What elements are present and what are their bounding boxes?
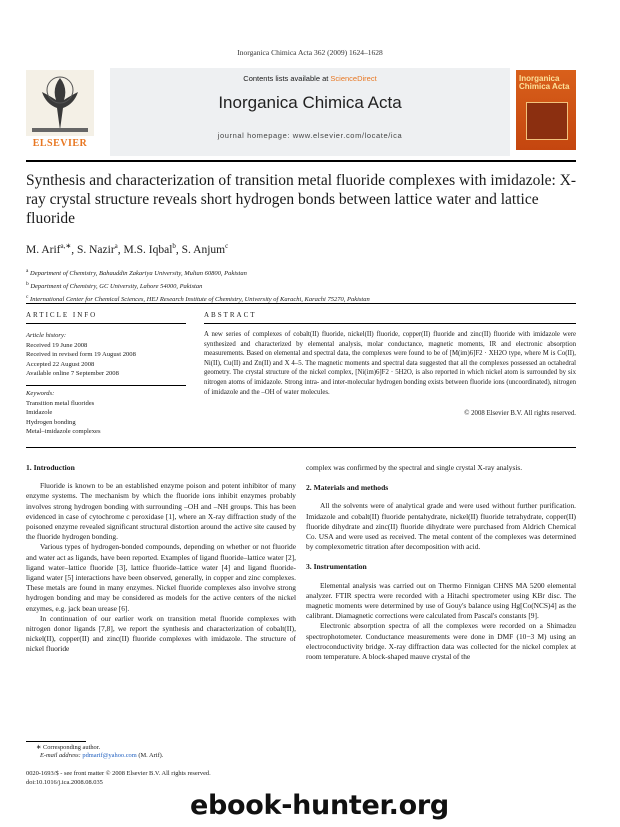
affiliation: $^b$ Department of Chemistry, GC University, Lahore 54000, Pakistan <box>26 281 203 291</box>
keyword: Hydrogen bonding <box>26 418 76 426</box>
history-item: Available online 7 September 2008 <box>26 370 119 377</box>
history-label: Article history: <box>26 332 67 339</box>
abstract-copyright: © 2008 Elsevier B.V. All rights reserved. <box>464 410 576 417</box>
affiliation: $^c$ International Center for Chemical Sciences, HEJ Research Institute of Chemistry, University of Karachi, Karachi 75270, Pakistan <box>26 294 370 304</box>
keyword: Transition metal fluorides <box>26 399 95 407</box>
intro-paragraph: Various types of hydrogen-bonded compounds, depending on whether or not fluoride and water act as ligands, have been reported. Examples of ligand fluoride–lattice water [2], ligand water–lattice fluoride [3], lattice fluoride–lattice water [4] and ligand fluoride-ligand water [5] interactions have been observed, generally, in copper and zinc complexes. These metals are found in many enzymes. Nickel fluoride complexes also involve strong hydrogen bonding and may be considered as models for the active centers of the nickel enzymes, e.g. jack bean urease [6]. <box>26 542 296 613</box>
author-list: M. Arif$^{a,∗}$, S. Nazir$^a$, M.S. Iqbal$^b$, S. Anjum$^c$ <box>26 242 229 256</box>
cover-image <box>526 102 568 140</box>
intro-paragraph: Fluoride is known to be an established enzyme poison and potent inhibitor of many enzyme systems. The mechanism by which the fluoride ions inhibit enzymes probably involves strong hydrogen bonding with surrounding –OH and –NH groups. This has been evidenced in case of cytochrome c peroxidase [1], where an X-ray diffraction study of the poisoned enzyme revealed significant structural distortion around the active site caused by the fluoride hydrogen bonding. <box>26 481 296 542</box>
info-rule <box>26 323 186 324</box>
intro-heading: 1. Introduction <box>26 463 75 472</box>
article-title: Synthesis and characterization of transition metal fluoride complexes with imidazole: X-ray crystal structure reveals short hydrogen bonds between lattice water and lattice fluoride <box>26 172 577 227</box>
author-sup: b <box>172 242 176 250</box>
affiliation: $^a$ Department of Chemistry, Bahauddin Zakariya University, Multan 60800, Pakistan <box>26 268 247 278</box>
journal-citation: Inorganica Chimica Acta 362 (2009) 1624–1628 <box>237 48 383 57</box>
instrumentation-paragraph: Electronic absorption spectra of all the complexes were recorded on a Shimadzu spectrophotometer. Conductance measurements were done in DMF (10−3 M) using an electroconductivity bridge. X-ray diffraction data was collected for the nickel complex at room temperature. A block-shaped mauve crystal of the <box>306 621 576 662</box>
history-item: Accepted 22 August 2008 <box>26 360 95 368</box>
author-name: M. Arif <box>26 243 61 256</box>
abstract-rule <box>204 323 576 324</box>
contents-line <box>110 74 510 83</box>
affiliations <box>26 266 370 305</box>
article-history <box>26 331 186 379</box>
elsevier-tree-logo <box>26 70 94 142</box>
article-info-heading: ARTICLE INFO <box>26 311 98 319</box>
abstract-bottom-rule <box>26 447 576 448</box>
instrumentation-paragraph: Elemental analysis was carried out on Thermo Finnigan CHNS MA 5200 elemental analyzer. FTIR spectra were recorded with a Hitachi spectrometer using KBr disc. The magnetic moments were determined by use of Gouy's balance using Hg[Co(NCS)4] as the calibrant. Diamagnetic corrections were calculated from Pascal's constants [9]. <box>306 580 576 621</box>
corresponding-note: ∗ Corresponding author. <box>36 744 101 751</box>
email-link[interactable]: pdmarif@yahoo.com <box>82 752 137 760</box>
journal-cover <box>516 70 576 150</box>
author-sup: a <box>114 242 118 250</box>
keywords <box>26 389 186 437</box>
header-rule <box>26 160 576 162</box>
journal-title: Inorganica Chimica Acta <box>218 93 402 112</box>
keyword: Metal–imidazole complexes <box>26 428 101 435</box>
methods-heading: 2. Materials and methods <box>306 483 389 493</box>
abstract-heading: ABSTRACT <box>204 311 257 319</box>
author-name: S. Anjum <box>181 243 226 256</box>
publisher-name: ELSEVIER <box>32 138 88 149</box>
sciencedirect-link[interactable]: ScienceDirect <box>330 74 377 83</box>
cover-title: Inorganica Chimica Acta <box>519 74 570 91</box>
body-paragraph: complex was confirmed by the spectral and single crystal X-ray analysis. <box>306 463 523 472</box>
right-column <box>306 463 576 662</box>
history-item: Received 19 June 2008 <box>26 341 88 349</box>
methods-paragraph: All the solvents were of analytical grade and were used without further purification. Imidazole and cobalt(II) fluoride pentahydrate, nickel(II) fluoride tetrahydrate, copper(II) fluoride dihydrate and zinc(II) fluoride dihydrate were purchased from Aldrich Chemical Co. USA and were used as received. The metal content of the complexes was determined by complexometric titration after decomposition with acid. <box>306 501 576 552</box>
issn-line: 0020-1693/$ - see front matter © 2008 Elsevier B.V. All rights reserved. <box>26 770 211 777</box>
left-column <box>26 463 296 655</box>
author-sup: c <box>225 242 229 250</box>
instrumentation-heading: 3. Instrumentation <box>306 562 367 572</box>
doi-line[interactable]: doi:10.1016/j.ica.2008.08.035 <box>26 779 103 786</box>
footnote <box>26 744 296 761</box>
author-sup: a,∗ <box>60 242 72 250</box>
keywords-label: Keywords: <box>26 390 55 397</box>
affiliation-rule <box>26 303 576 304</box>
email-note: E-mail address: pdmarif@yahoo.com (M. Arif). <box>40 752 164 760</box>
contents-prefix: Contents lists available at <box>243 74 331 83</box>
watermark-text: ebook-hunter.org <box>190 790 449 821</box>
history-item: Received in revised form 19 August 2008 <box>26 351 136 358</box>
author-name: S. Nazir <box>76 243 115 256</box>
author-name: M.S. Iqbal <box>123 243 173 256</box>
journal-homepage[interactable]: journal homepage: www.elsevier.com/locate/ica <box>217 131 403 140</box>
intro-paragraph: In continuation of our earlier work on transition metal fluoride complexes with nitrogen donor ligands [7,8], we report the synthesis and characterization of cobalt(II), nickel(II), copper(II) and zinc(II) fluoride complexes with imidazole. The structure of nickel fluoride <box>26 613 296 654</box>
footnote-rule <box>26 741 86 742</box>
history-rule <box>26 385 186 386</box>
abstract-text: A new series of complexes of cobalt(II) fluoride, nickel(II) fluoride, copper(II) fluoride and zinc(II) fluoride with imidazole were synthesized and characterized by elemental analysis, molar conductance, magnetic moments, IR and electronic absorption measurements. Based on elemental and spectral data, the complexes were found to be of [M(im)6]F2 · XH2O type, where M is Co(II), Ni(II), Cu(II) and Zn(II) and X 4–5. The magnetic moments and spectral data suggested that all the complexes possessed an octahedral geometry. The crystal structure of the nickel complex, [Ni(im)6]F2 · 5H2O, is also reported in which nickel atom is surrounded by six nitrogen atoms of imidazole. Strong intra- and inter-molecular hydrogen bonding exists between fluoride ions (uncoordinated), nitrogen of imidazole and the –OH of water molecules. <box>204 331 576 396</box>
keyword: Imidazole <box>26 409 53 416</box>
